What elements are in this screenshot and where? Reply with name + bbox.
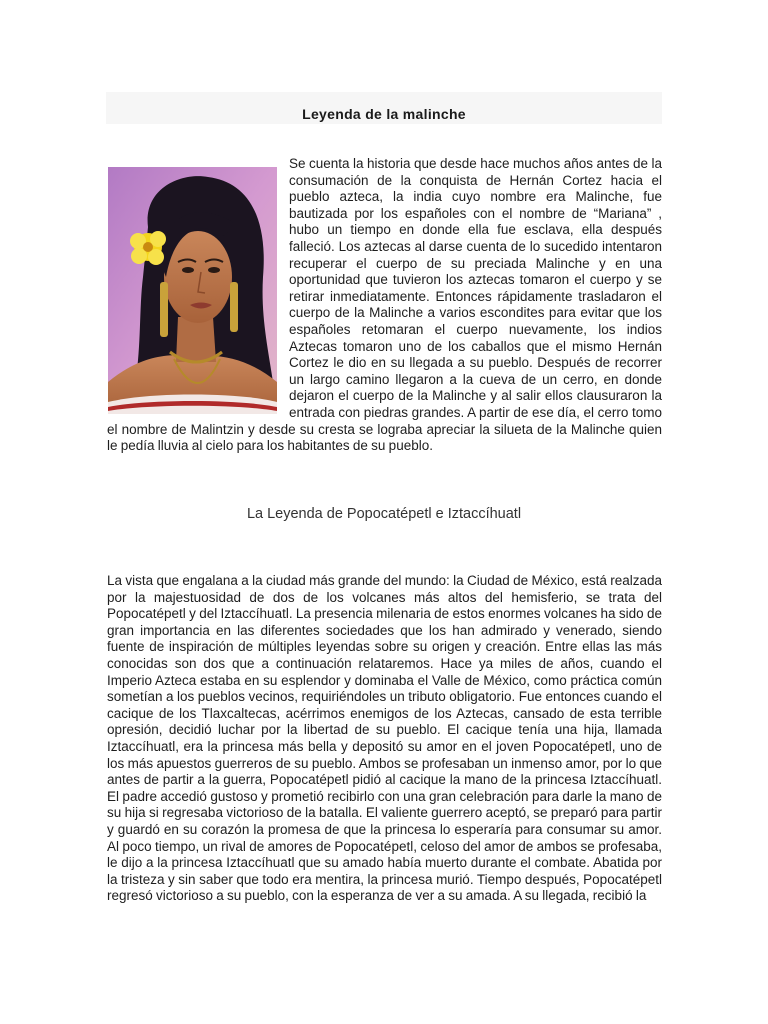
section-title: La Leyenda de Popocatépetl e Iztaccíhuatl (246, 506, 522, 522)
popocatepetl-story (107, 573, 662, 905)
portrait-illustration (108, 167, 277, 414)
malinche-paragraph: Se cuenta la historia que desde hace muchos años antes de la consumación de la conquista de Hernán Cortez hacia el pueblo azteca, la india cuyo nombre era Malinche, fue bautizada por los españoles con el nombre de “Mariana” , hubo un tiempo en donde ella fue esclava, ella después falleció. Los aztecas al darse cuenta de lo sucedido intentaron recuperar el cuerpo de su preciada Malinche y en una oportunidad que tuvieron los aztecas tomaron el cuerpo y se retirar inmediatamente. Entonces rápidamente trasladaron el cuerpo de la Malinche a varios escondites para evitar que los españoles retomaran el cuerpo nuevamente, los indios Aztecas tomaron uno de los caballos que el mismo Hernán Cortez le dio en su llegada a su pueblo. Después de recorrer un largo camino llegaron a la cueva de un cerro, en donde dejaron el cuerpo de la Malinche y al salir ellos clausuraron la entrada con piedras grandes. A partir de ese día, el cerro tomo el nombre de Malintzin y desde su cresta se lograba apreciar la silueta de la Malinche quien le pedía lluvia al cielo para los habitantes de su pueblo. (107, 156, 662, 454)
flower-icon (130, 231, 166, 265)
portrait-image (108, 167, 277, 414)
document-title: Leyenda de la malinche (302, 106, 466, 122)
popocatepetl-paragraph: La vista que engalana a la ciudad más grande del mundo: la Ciudad de México, está realzada por la majestuosidad de dos de los volcanes más altos del hemisferio, se trata del Popocatépetl y del Iztaccíhuatl. La presencia milenaria de estos enormes volcanes ha sido de gran importancia en las diferentes sociedades que los han admirado y venerado, siendo fuente de inspiración de múltiples leyendas sobre su origen y creación. Entre ellas las más conocidas son dos que a continuación relataremos. Hace ya miles de años, cuando el Imperio Azteca estaba en su esplendor y dominaba el Valle de México, como práctica común sometían a los pueblos vecinos, requiriéndoles un tributo obligatorio. Fue entonces cuando el cacique de los Tlaxcaltecas, acérrimos enemigos de los Aztecas, cansado de esta terrible opresión, decidió luchar por la libertad de su pueblo. El cacique tenía una hija, llamada Iztaccíhuatl, era la princesa más bella y depositó su amor en el joven Popocatépetl, uno de los más apuestos guerreros de su pueblo. Ambos se profesaban un inmenso amor, por lo que antes de partir a la guerra, Popocatépetl pidió al cacique la mano de la princesa Iztaccíhuatl. El padre accedió gustoso y prometió recibirlo con una gran celebración para darle la mano de su hija si regresaba victorioso de la batalla. El valiente guerrero aceptó, se preparó para partir y guardó en su corazón la promesa de que la princesa lo esperaría para consumar su amor. Al poco tiempo, un rival de amores de Popocatépetl, celoso del amor de ambos se profesaba, le dijo a la princesa Iztaccíhuatl que su amado había muerto durante el combate. Abatida por la tristeza y sin saber que todo era mentira, la princesa murió. Tiempo después, Popocatépetl regresó victorioso a su pueblo, con la esperanza de ver a su amada. A su llegada, recibió la (107, 573, 662, 904)
